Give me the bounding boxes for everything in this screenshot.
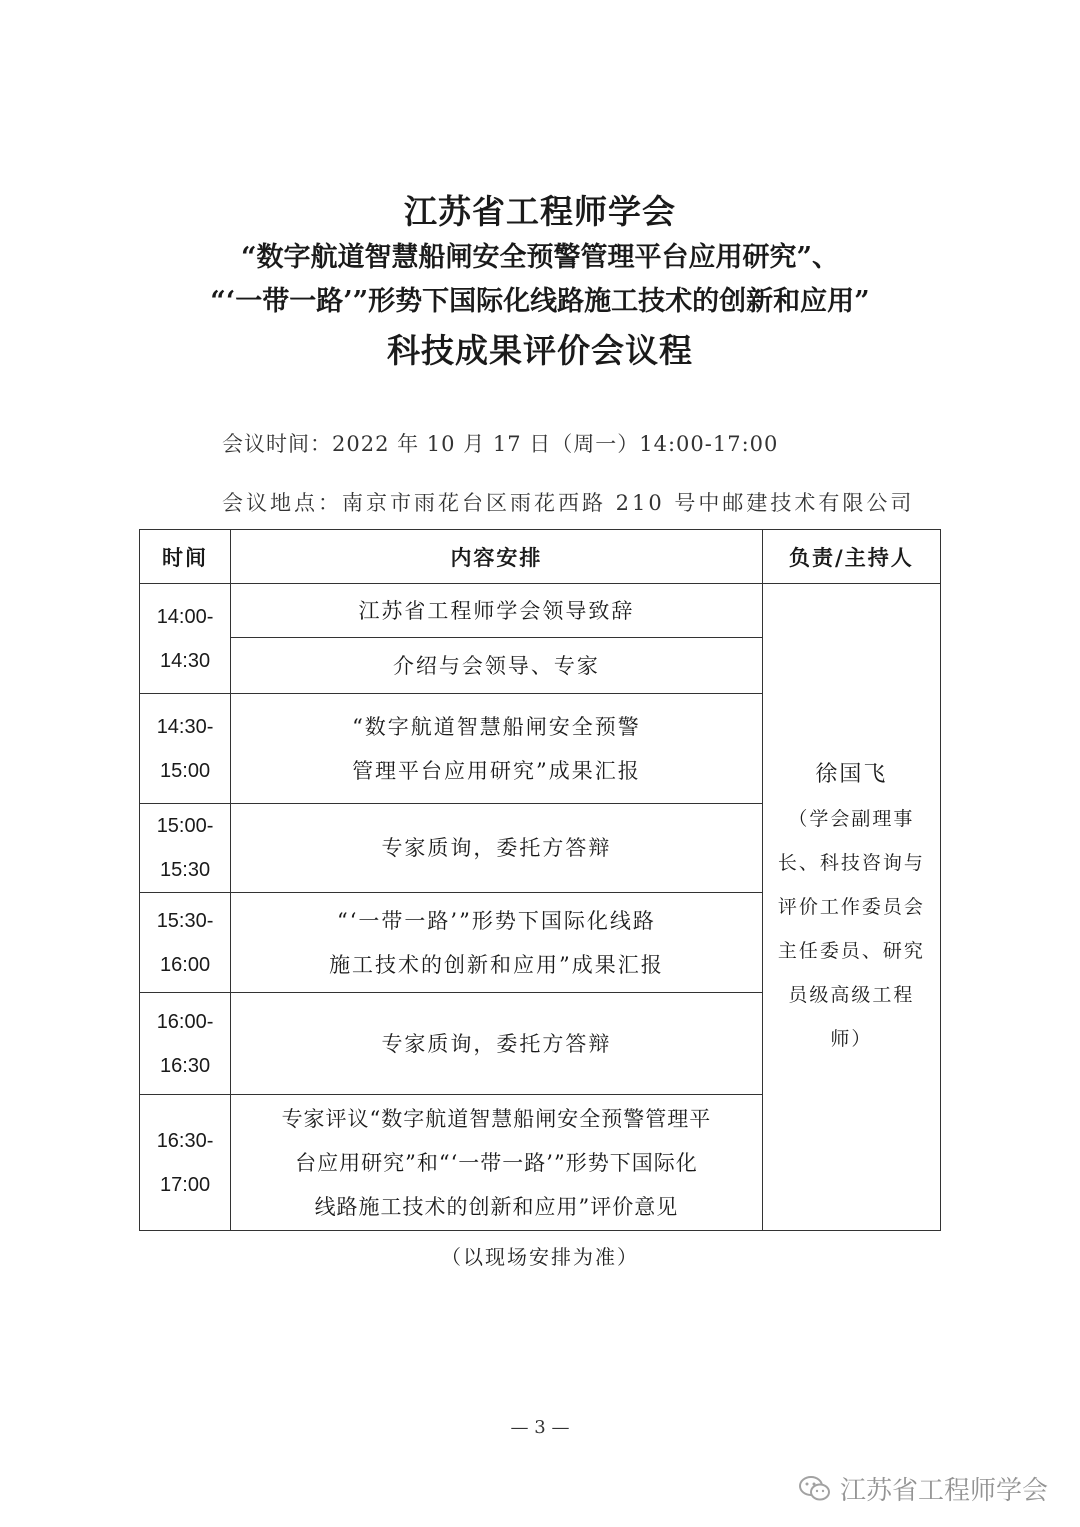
table-row: [140, 584, 941, 638]
host-desc-line: 员级高级工程: [788, 984, 915, 1006]
time-cell: [140, 1095, 231, 1231]
content-text: 线路施工技术的创新和应用”评价意见: [314, 1194, 679, 1219]
content-cell: [231, 638, 763, 694]
content-text: 台应用研究”和“‘一带一路’”形势下国际化: [295, 1150, 698, 1175]
content-text: “数字航道智慧船闸安全预警: [352, 714, 641, 739]
time-start: 14:30-: [156, 715, 214, 738]
agenda-table: [139, 529, 941, 1231]
wechat-icon: [798, 1474, 832, 1504]
time-start: 15:00-: [156, 815, 214, 837]
time-end: 16:30: [160, 1054, 211, 1077]
table-header-row: [140, 530, 941, 584]
content-text: “‘一带一路’”形势下国际化线路: [337, 908, 656, 933]
host-cell: [762, 584, 940, 1231]
content-text: 专家质询，委托方答辩: [381, 1031, 612, 1056]
time-start: 14:00-: [156, 605, 214, 628]
time-start: 16:30-: [156, 1129, 214, 1152]
content-cell: [231, 893, 763, 993]
title-project-1: “数字航道智慧船闸安全预警管理平台应用研究”、: [240, 242, 840, 273]
title-project-2: “‘一带一路’”形势下国际化线路施工技术的创新和应用”: [210, 286, 870, 317]
time-end: 17:00: [160, 1173, 211, 1196]
meeting-time-label: 会议时间：: [222, 432, 332, 456]
host-name: 徐国飞: [815, 762, 888, 787]
watermark: [798, 1470, 1048, 1507]
content-cell: [231, 804, 763, 893]
title-main: 科技成果评价会议程: [387, 331, 693, 370]
content-cell: [231, 584, 763, 638]
title-org: 江苏省工程师学会: [404, 192, 676, 231]
meeting-place-value: 南京市雨花台区雨花西路 210 号中邮建技术有限公司: [342, 491, 915, 515]
header-content: 内容安排: [231, 530, 763, 584]
time-start: 15:30-: [156, 909, 214, 932]
host-desc-line: 评价工作委员会: [777, 896, 925, 918]
host-desc-line: 师）: [830, 1028, 873, 1050]
host-desc-line: （学会副理事: [788, 808, 915, 830]
time-cell: [140, 993, 231, 1095]
time-end: 16:00: [160, 953, 211, 976]
time-cell: [140, 694, 231, 804]
time-cell: [140, 893, 231, 993]
header-host: 负责/主持人: [762, 530, 940, 584]
time-start: 16:00-: [156, 1010, 214, 1033]
meeting-time: [222, 428, 778, 458]
page-number: — 3 —: [510, 1417, 570, 1438]
meeting-place-label: 会议地点：: [222, 491, 342, 515]
content-text: 江苏省工程师学会领导致辞: [358, 598, 635, 623]
time-cell: [140, 804, 231, 893]
meeting-time-value: 2022 年 10 月 17 日（周一）14:00-17:00: [332, 432, 779, 456]
header-time: 时间: [140, 530, 231, 584]
document-title: [0, 188, 1080, 376]
time-cell: [140, 584, 231, 694]
content-text: 专家质询，委托方答辩: [381, 836, 612, 860]
content-text: 介绍与会领导、专家: [392, 653, 600, 678]
content-text: 施工技术的创新和应用”成果汇报: [329, 952, 664, 977]
host-desc-line: 主任委员、研究: [777, 940, 925, 962]
content-cell: [231, 993, 763, 1095]
time-end: 15:30: [160, 859, 211, 881]
content-text: 管理平台应用研究”成果汇报: [352, 758, 641, 783]
host-desc-line: 长、科技咨询与: [777, 852, 925, 874]
meeting-place: [222, 487, 914, 517]
host-description: [763, 797, 940, 1061]
content-cell: [231, 1095, 763, 1231]
watermark-text: 江苏省工程师学会: [839, 1475, 1048, 1505]
time-end: 15:00: [160, 759, 211, 782]
time-end: 14:30: [160, 649, 211, 672]
content-cell: [231, 694, 763, 804]
schedule-note: （以现场安排为准）: [441, 1245, 639, 1269]
content-text: 专家评议“数字航道智慧船闸安全预警管理平: [281, 1106, 712, 1131]
